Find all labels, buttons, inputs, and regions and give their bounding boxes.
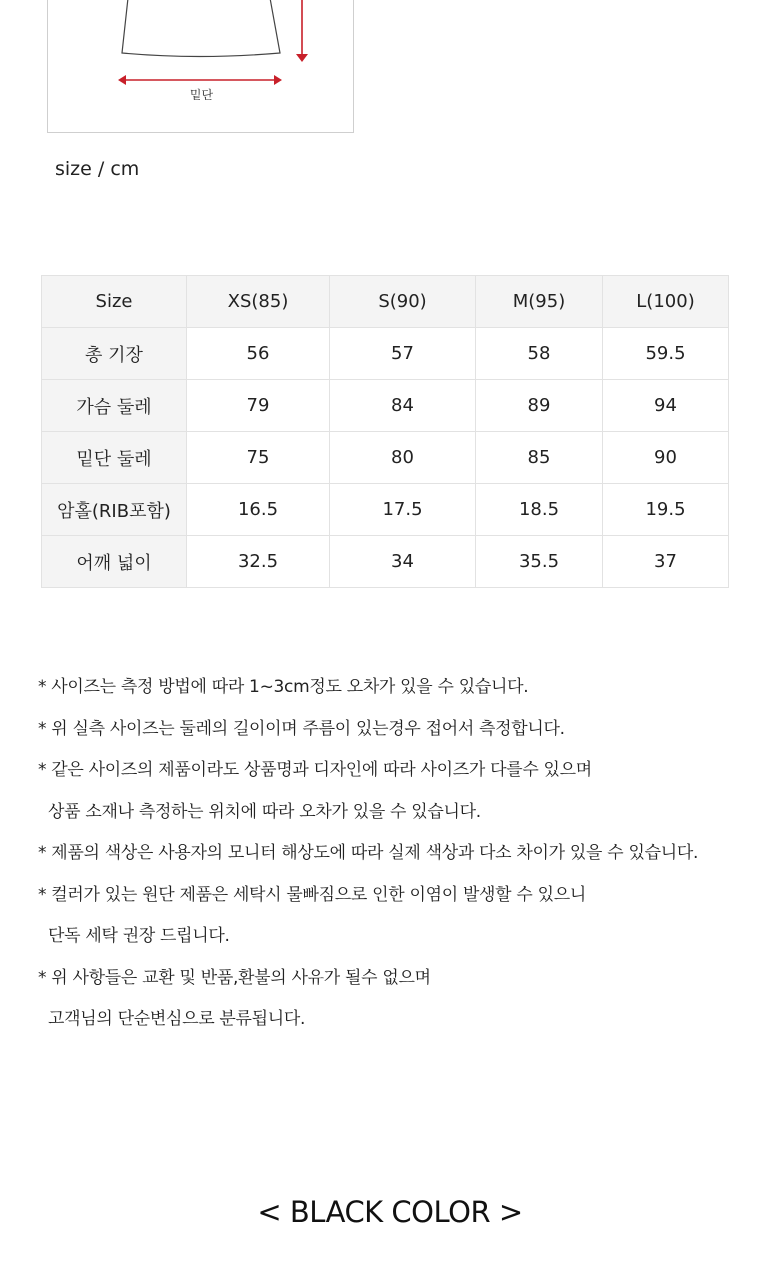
table-cell: 34	[330, 536, 476, 588]
table-cell: 59.5	[603, 328, 729, 380]
table-row	[42, 536, 729, 588]
header-cell: XS(85)	[187, 276, 330, 328]
table-cell: 75	[187, 432, 330, 484]
table-cell: 18.5	[476, 484, 603, 536]
table-cell: 85	[476, 432, 603, 484]
table-cell: 58	[476, 328, 603, 380]
note-line: 고객님의 단순변심으로 분류됩니다.	[48, 1009, 306, 1029]
row-label: 가슴 둘레	[42, 380, 187, 432]
table-cell: 84	[330, 380, 476, 432]
table-cell: 35.5	[476, 536, 603, 588]
table-cell: 17.5	[330, 484, 476, 536]
header-cell: Size	[42, 276, 187, 328]
table-cell: 79	[187, 380, 330, 432]
table-cell: 19.5	[603, 484, 729, 536]
table-cell: 32.5	[187, 536, 330, 588]
size-table	[41, 275, 729, 588]
note-line: * 같은 사이즈의 제품이라도 상품명과 디자인에 따라 사이즈가 다를수 있으며	[38, 760, 592, 780]
table-cell: 16.5	[187, 484, 330, 536]
garment-diagram	[47, 0, 354, 133]
table-cell: 94	[603, 380, 729, 432]
table-cell: 57	[330, 328, 476, 380]
row-label: 총 기장	[42, 328, 187, 380]
row-label: 밑단 둘레	[42, 432, 187, 484]
table-row	[42, 380, 729, 432]
header-cell: M(95)	[476, 276, 603, 328]
note-line: * 위 사항들은 교환 및 반품,환불의 사유가 될수 없으며	[38, 967, 431, 988]
note-line: * 위 실측 사이즈는 둘레의 길이이며 주름이 있는경우 접어서 측정합니다.	[38, 718, 565, 739]
table-cell: 89	[476, 380, 603, 432]
note-line: * 컬러가 있는 원단 제품은 세탁시 물빠짐으로 인한 이염이 발생할 수 있으니	[38, 884, 587, 905]
hem-label: 밑단	[189, 88, 214, 102]
table-row	[42, 432, 729, 484]
table-row	[42, 484, 729, 536]
hem-arrow-right-head	[274, 75, 282, 85]
length-arrow-head	[296, 54, 308, 62]
row-label: 암홀(RIB포함)	[42, 484, 187, 536]
note-line: 단독 세탁 권장 드립니다.	[48, 926, 230, 946]
color-section-title: < BLACK COLOR >	[257, 1195, 523, 1229]
table-row	[42, 328, 729, 380]
garment-outline-drawing	[48, 0, 355, 133]
table-cell: 37	[603, 536, 729, 588]
note-line: * 제품의 색상은 사용자의 모니터 해상도에 따라 실제 색상과 다소 차이가 있을 수 있습니다.	[38, 843, 699, 863]
note-line: 상품 소재나 측정하는 위치에 따라 오차가 있을 수 있습니다.	[48, 801, 481, 822]
note-line: * 사이즈는 측정 방법에 따라 1~3cm정도 오차가 있을 수 있습니다.	[38, 677, 529, 697]
care-notes	[38, 670, 738, 1044]
row-label: 어깨 넓이	[42, 536, 187, 588]
hem-arrow-left-head	[118, 75, 126, 85]
garment-hem-outline	[122, 0, 280, 57]
header-cell: S(90)	[330, 276, 476, 328]
size-table-header-row	[42, 276, 729, 328]
table-cell: 56	[187, 328, 330, 380]
table-cell: 90	[603, 432, 729, 484]
size-unit-label: size / cm	[55, 158, 140, 180]
table-cell: 80	[330, 432, 476, 484]
header-cell: L(100)	[603, 276, 729, 328]
